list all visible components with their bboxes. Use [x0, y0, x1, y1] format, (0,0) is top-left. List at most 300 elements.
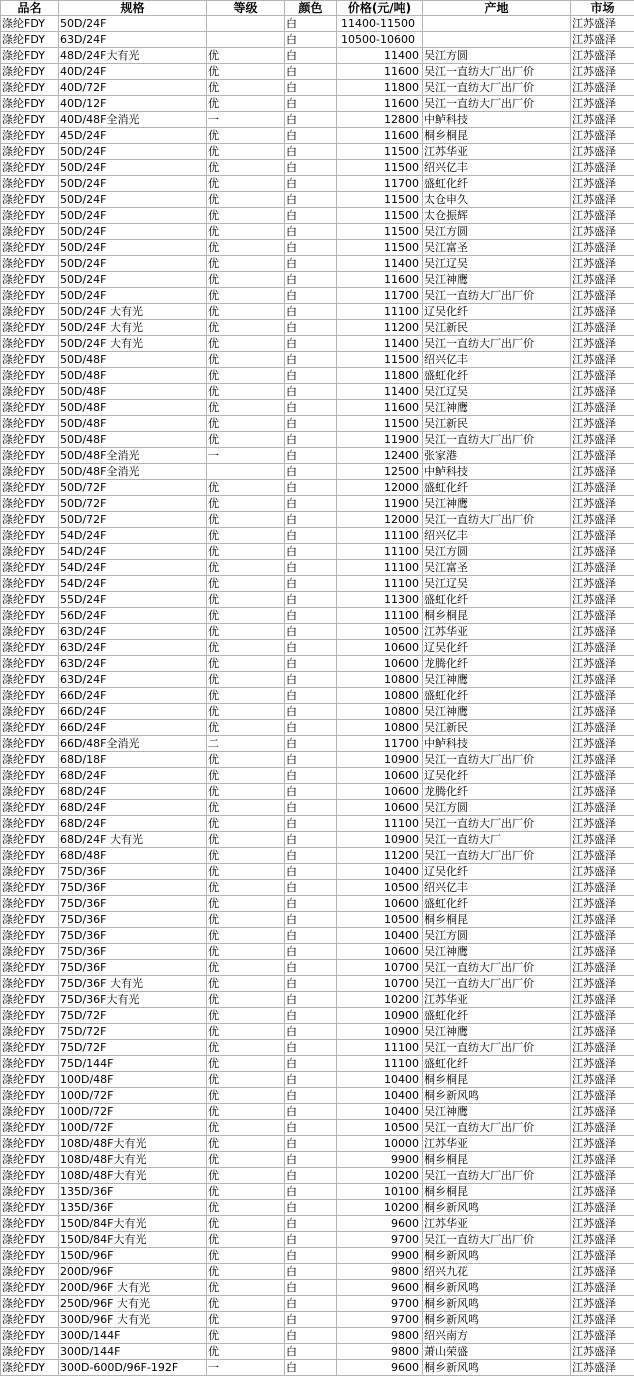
table-row [1, 1232, 634, 1248]
cell-spec: 50D/24F [59, 240, 207, 256]
cell-spec: 75D/36F [59, 928, 207, 944]
cell-product-name: 涤纶FDY [1, 464, 59, 480]
table-row [1, 256, 634, 272]
table-row [1, 1216, 634, 1232]
cell-grade: 优 [207, 1184, 285, 1200]
cell-origin: 江苏华亚 [423, 624, 571, 640]
cell-color: 白 [285, 1312, 337, 1328]
cell-color: 白 [285, 576, 337, 592]
cell-origin: 盛虹化纤 [423, 1008, 571, 1024]
cell-price: 11400 [337, 256, 423, 272]
cell-market: 江苏盛泽 [571, 656, 634, 672]
cell-origin: 绍兴亿丰 [423, 352, 571, 368]
cell-price: 11100 [337, 560, 423, 576]
cell-grade: 优 [207, 400, 285, 416]
cell-spec: 75D/144F [59, 1056, 207, 1072]
table-row [1, 1024, 634, 1040]
cell-color: 白 [285, 768, 337, 784]
cell-color: 白 [285, 144, 337, 160]
cell-origin: 吴江一直纺大厂出厂价 [423, 960, 571, 976]
cell-grade: 一 [207, 1360, 285, 1376]
cell-product-name: 涤纶FDY [1, 880, 59, 896]
table-row [1, 832, 634, 848]
cell-price: 10500 [337, 1120, 423, 1136]
cell-product-name: 涤纶FDY [1, 576, 59, 592]
cell-market: 江苏盛泽 [571, 1152, 634, 1168]
cell-price: 9900 [337, 1248, 423, 1264]
table-row [1, 624, 634, 640]
cell-product-name: 涤纶FDY [1, 1200, 59, 1216]
cell-spec: 50D/48F [59, 432, 207, 448]
cell-product-name: 涤纶FDY [1, 368, 59, 384]
cell-market: 江苏盛泽 [571, 864, 634, 880]
cell-grade: 优 [207, 80, 285, 96]
cell-grade [207, 464, 285, 480]
cell-spec: 54D/24F [59, 560, 207, 576]
cell-color: 白 [285, 784, 337, 800]
cell-spec: 75D/36F大有光 [59, 992, 207, 1008]
cell-color: 白 [285, 640, 337, 656]
table-row [1, 1088, 634, 1104]
cell-origin: 桐乡新风鸣 [423, 1200, 571, 1216]
cell-product-name: 涤纶FDY [1, 1264, 59, 1280]
cell-market: 江苏盛泽 [571, 1248, 634, 1264]
cell-price: 10500 [337, 624, 423, 640]
cell-market: 江苏盛泽 [571, 144, 634, 160]
header-market: 市场 [571, 1, 634, 16]
cell-origin: 萧山荣盛 [423, 1344, 571, 1360]
cell-product-name: 涤纶FDY [1, 1088, 59, 1104]
cell-color: 白 [285, 304, 337, 320]
cell-market: 江苏盛泽 [571, 240, 634, 256]
cell-grade: 优 [207, 480, 285, 496]
cell-origin: 吴江一直纺大厂出厂价 [423, 96, 571, 112]
cell-grade: 优 [207, 1072, 285, 1088]
cell-grade: 优 [207, 160, 285, 176]
cell-market: 江苏盛泽 [571, 352, 634, 368]
cell-spec: 50D/24F [59, 160, 207, 176]
table-row [1, 1168, 634, 1184]
cell-grade: 优 [207, 880, 285, 896]
cell-color: 白 [285, 864, 337, 880]
cell-origin: 吴江神鹰 [423, 1024, 571, 1040]
cell-spec: 100D/72F [59, 1088, 207, 1104]
table-row [1, 96, 634, 112]
cell-origin: 桐乡桐昆 [423, 1152, 571, 1168]
cell-price: 10000 [337, 1136, 423, 1152]
cell-origin: 绍兴九花 [423, 1264, 571, 1280]
cell-price: 12400 [337, 448, 423, 464]
cell-color: 白 [285, 448, 337, 464]
cell-color: 白 [285, 912, 337, 928]
cell-market: 江苏盛泽 [571, 1040, 634, 1056]
table-row [1, 1008, 634, 1024]
cell-product-name: 涤纶FDY [1, 688, 59, 704]
cell-price: 10400 [337, 1088, 423, 1104]
cell-market: 江苏盛泽 [571, 16, 634, 32]
cell-spec: 50D/24F 大有光 [59, 336, 207, 352]
cell-price: 11500 [337, 160, 423, 176]
cell-origin: 吴江一直纺大厂 [423, 832, 571, 848]
cell-spec: 200D/96F 大有光 [59, 1280, 207, 1296]
cell-price: 11600 [337, 272, 423, 288]
table-row [1, 816, 634, 832]
cell-color: 白 [285, 480, 337, 496]
cell-product-name: 涤纶FDY [1, 848, 59, 864]
cell-origin: 吴江方圆 [423, 48, 571, 64]
cell-color: 白 [285, 528, 337, 544]
table-row [1, 1120, 634, 1136]
table-row [1, 400, 634, 416]
cell-spec: 75D/72F [59, 1008, 207, 1024]
cell-price: 10200 [337, 992, 423, 1008]
cell-market: 江苏盛泽 [571, 368, 634, 384]
cell-origin: 太仓振辉 [423, 208, 571, 224]
cell-grade: 优 [207, 176, 285, 192]
table-row [1, 192, 634, 208]
cell-product-name: 涤纶FDY [1, 1168, 59, 1184]
cell-product-name: 涤纶FDY [1, 304, 59, 320]
cell-spec: 68D/24F [59, 800, 207, 816]
cell-grade: 优 [207, 432, 285, 448]
cell-product-name: 涤纶FDY [1, 864, 59, 880]
cell-origin: 太仓申久 [423, 192, 571, 208]
cell-product-name: 涤纶FDY [1, 928, 59, 944]
cell-origin: 桐乡新风鸣 [423, 1088, 571, 1104]
table-row [1, 880, 634, 896]
cell-market: 江苏盛泽 [571, 688, 634, 704]
cell-product-name: 涤纶FDY [1, 1136, 59, 1152]
cell-price: 9600 [337, 1360, 423, 1376]
cell-product-name: 涤纶FDY [1, 656, 59, 672]
cell-color: 白 [285, 736, 337, 752]
cell-product-name: 涤纶FDY [1, 1072, 59, 1088]
cell-spec: 300D/144F [59, 1344, 207, 1360]
cell-grade: 优 [207, 816, 285, 832]
cell-product-name: 涤纶FDY [1, 32, 59, 48]
cell-grade: 优 [207, 304, 285, 320]
cell-product-name: 涤纶FDY [1, 640, 59, 656]
cell-price: 10800 [337, 688, 423, 704]
cell-color: 白 [285, 496, 337, 512]
cell-market: 江苏盛泽 [571, 32, 634, 48]
cell-grade: 优 [207, 768, 285, 784]
cell-spec: 54D/24F [59, 528, 207, 544]
cell-price: 10600 [337, 896, 423, 912]
cell-origin: 吴江神鹰 [423, 272, 571, 288]
cell-market: 江苏盛泽 [571, 336, 634, 352]
cell-product-name: 涤纶FDY [1, 320, 59, 336]
cell-grade: 优 [207, 144, 285, 160]
cell-product-name: 涤纶FDY [1, 144, 59, 160]
cell-market: 江苏盛泽 [571, 1232, 634, 1248]
cell-spec: 200D/96F [59, 1264, 207, 1280]
cell-market: 江苏盛泽 [571, 96, 634, 112]
cell-color: 白 [285, 1328, 337, 1344]
cell-color: 白 [285, 1232, 337, 1248]
cell-origin: 盛虹化纤 [423, 592, 571, 608]
cell-grade: 优 [207, 1056, 285, 1072]
cell-color: 白 [285, 960, 337, 976]
cell-product-name: 涤纶FDY [1, 944, 59, 960]
cell-color: 白 [285, 80, 337, 96]
cell-spec: 150D/84F大有光 [59, 1232, 207, 1248]
cell-product-name: 涤纶FDY [1, 912, 59, 928]
cell-product-name: 涤纶FDY [1, 416, 59, 432]
cell-product-name: 涤纶FDY [1, 1040, 59, 1056]
cell-product-name: 涤纶FDY [1, 240, 59, 256]
cell-product-name: 涤纶FDY [1, 1024, 59, 1040]
cell-market: 江苏盛泽 [571, 800, 634, 816]
cell-spec: 50D/24F [59, 192, 207, 208]
table-row [1, 560, 634, 576]
cell-origin: 桐乡桐昆 [423, 128, 571, 144]
cell-color: 白 [285, 896, 337, 912]
cell-origin: 吴江一直纺大厂出厂价 [423, 80, 571, 96]
cell-price: 11400-11500 [337, 16, 423, 32]
cell-market: 江苏盛泽 [571, 784, 634, 800]
cell-spec: 50D/24F [59, 272, 207, 288]
cell-price: 10800 [337, 672, 423, 688]
table-row [1, 112, 634, 128]
cell-market: 江苏盛泽 [571, 960, 634, 976]
cell-market: 江苏盛泽 [571, 400, 634, 416]
cell-product-name: 涤纶FDY [1, 176, 59, 192]
cell-spec: 50D/24F [59, 144, 207, 160]
cell-origin: 桐乡新风鸣 [423, 1296, 571, 1312]
table-row [1, 416, 634, 432]
cell-product-name: 涤纶FDY [1, 1056, 59, 1072]
cell-grade: 优 [207, 928, 285, 944]
cell-product-name: 涤纶FDY [1, 768, 59, 784]
cell-product-name: 涤纶FDY [1, 1152, 59, 1168]
cell-spec: 100D/48F [59, 1072, 207, 1088]
cell-color: 白 [285, 240, 337, 256]
cell-product-name: 涤纶FDY [1, 16, 59, 32]
cell-origin: 吴江神鹰 [423, 1104, 571, 1120]
cell-grade: 优 [207, 960, 285, 976]
cell-origin: 吴江辽吴 [423, 576, 571, 592]
table-row [1, 1248, 634, 1264]
cell-market: 江苏盛泽 [571, 608, 634, 624]
cell-spec: 75D/36F [59, 944, 207, 960]
cell-color: 白 [285, 64, 337, 80]
cell-grade: 优 [207, 608, 285, 624]
table-row [1, 1152, 634, 1168]
cell-spec: 66D/48F全消光 [59, 736, 207, 752]
cell-product-name: 涤纶FDY [1, 1104, 59, 1120]
cell-color: 白 [285, 272, 337, 288]
cell-spec: 50D/24F [59, 208, 207, 224]
cell-price: 11600 [337, 128, 423, 144]
cell-grade: 二 [207, 736, 285, 752]
cell-spec: 66D/24F [59, 720, 207, 736]
cell-market: 江苏盛泽 [571, 448, 634, 464]
cell-color: 白 [285, 32, 337, 48]
cell-product-name: 涤纶FDY [1, 352, 59, 368]
cell-market: 江苏盛泽 [571, 672, 634, 688]
cell-market: 江苏盛泽 [571, 1280, 634, 1296]
table-row [1, 992, 634, 1008]
cell-color: 白 [285, 1216, 337, 1232]
cell-product-name: 涤纶FDY [1, 528, 59, 544]
cell-price: 9700 [337, 1232, 423, 1248]
cell-origin: 吴江一直纺大厂出厂价 [423, 976, 571, 992]
cell-spec: 68D/24F [59, 816, 207, 832]
cell-color: 白 [285, 544, 337, 560]
cell-product-name: 涤纶FDY [1, 720, 59, 736]
cell-grade: 优 [207, 96, 285, 112]
cell-grade: 优 [207, 1136, 285, 1152]
cell-price: 10600 [337, 656, 423, 672]
cell-color: 白 [285, 592, 337, 608]
cell-origin: 吴江神鹰 [423, 704, 571, 720]
table-row [1, 960, 634, 976]
cell-market: 江苏盛泽 [571, 128, 634, 144]
cell-market: 江苏盛泽 [571, 80, 634, 96]
cell-price: 10200 [337, 1168, 423, 1184]
cell-color: 白 [285, 16, 337, 32]
cell-spec: 75D/72F [59, 1024, 207, 1040]
table-row [1, 656, 634, 672]
cell-product-name: 涤纶FDY [1, 160, 59, 176]
header-row [1, 1, 634, 16]
cell-spec: 63D/24F [59, 624, 207, 640]
cell-market: 江苏盛泽 [571, 432, 634, 448]
cell-spec: 135D/36F [59, 1184, 207, 1200]
cell-price: 11500 [337, 192, 423, 208]
cell-price: 10800 [337, 704, 423, 720]
cell-market: 江苏盛泽 [571, 640, 634, 656]
cell-color: 白 [285, 464, 337, 480]
cell-grade: 一 [207, 112, 285, 128]
cell-grade: 优 [207, 1216, 285, 1232]
cell-color: 白 [285, 48, 337, 64]
table-row [1, 864, 634, 880]
table-row [1, 848, 634, 864]
cell-color: 白 [285, 976, 337, 992]
cell-price: 10600 [337, 944, 423, 960]
cell-grade: 一 [207, 448, 285, 464]
cell-price: 11700 [337, 288, 423, 304]
table-row [1, 1328, 634, 1344]
cell-market: 江苏盛泽 [571, 880, 634, 896]
cell-product-name: 涤纶FDY [1, 1344, 59, 1360]
cell-color: 白 [285, 1152, 337, 1168]
cell-product-name: 涤纶FDY [1, 1216, 59, 1232]
table-row [1, 384, 634, 400]
cell-color: 白 [285, 128, 337, 144]
cell-grade: 优 [207, 272, 285, 288]
cell-product-name: 涤纶FDY [1, 816, 59, 832]
cell-origin: 绍兴亿丰 [423, 528, 571, 544]
cell-grade: 优 [207, 672, 285, 688]
cell-color: 白 [285, 176, 337, 192]
cell-origin: 辽吴化纤 [423, 640, 571, 656]
cell-origin: 吴江一直纺大厂出厂价 [423, 288, 571, 304]
cell-price: 10200 [337, 1200, 423, 1216]
cell-color: 白 [285, 256, 337, 272]
cell-market: 江苏盛泽 [571, 1168, 634, 1184]
cell-grade: 优 [207, 48, 285, 64]
cell-color: 白 [285, 160, 337, 176]
cell-market: 江苏盛泽 [571, 928, 634, 944]
cell-product-name: 涤纶FDY [1, 208, 59, 224]
cell-spec: 250D/96F 大有光 [59, 1296, 207, 1312]
cell-price: 10600 [337, 784, 423, 800]
table-row [1, 1360, 634, 1376]
table-row [1, 1056, 634, 1072]
cell-market: 江苏盛泽 [571, 320, 634, 336]
cell-price: 10800 [337, 720, 423, 736]
cell-grade: 优 [207, 1248, 285, 1264]
cell-spec: 66D/24F [59, 704, 207, 720]
cell-spec: 40D/12F [59, 96, 207, 112]
cell-price: 11100 [337, 1040, 423, 1056]
table-row [1, 352, 634, 368]
cell-grade: 优 [207, 1344, 285, 1360]
cell-product-name: 涤纶FDY [1, 704, 59, 720]
cell-market: 江苏盛泽 [571, 1024, 634, 1040]
cell-color: 白 [285, 720, 337, 736]
cell-spec: 54D/24F [59, 544, 207, 560]
cell-spec: 50D/24F [59, 176, 207, 192]
table-row [1, 128, 634, 144]
cell-spec: 75D/36F [59, 960, 207, 976]
cell-price: 11600 [337, 64, 423, 80]
cell-grade: 优 [207, 1168, 285, 1184]
cell-price: 9800 [337, 1264, 423, 1280]
cell-origin: 吴江方圆 [423, 928, 571, 944]
cell-market: 江苏盛泽 [571, 1344, 634, 1360]
cell-grade: 优 [207, 128, 285, 144]
cell-color: 白 [285, 944, 337, 960]
cell-market: 江苏盛泽 [571, 896, 634, 912]
cell-spec: 50D/24F [59, 16, 207, 32]
cell-grade: 优 [207, 864, 285, 880]
cell-origin: 盛虹化纤 [423, 896, 571, 912]
cell-price: 9900 [337, 1152, 423, 1168]
cell-product-name: 涤纶FDY [1, 592, 59, 608]
cell-color: 白 [285, 832, 337, 848]
cell-color: 白 [285, 1136, 337, 1152]
cell-price: 12000 [337, 512, 423, 528]
cell-origin: 吴江方圆 [423, 800, 571, 816]
cell-price: 11700 [337, 736, 423, 752]
cell-grade: 优 [207, 1280, 285, 1296]
cell-origin: 吴江一直纺大厂出厂价 [423, 1040, 571, 1056]
cell-product-name: 涤纶FDY [1, 608, 59, 624]
cell-color: 白 [285, 624, 337, 640]
cell-market: 江苏盛泽 [571, 752, 634, 768]
cell-grade: 优 [207, 288, 285, 304]
cell-product-name: 涤纶FDY [1, 784, 59, 800]
cell-market: 江苏盛泽 [571, 976, 634, 992]
cell-grade: 优 [207, 496, 285, 512]
cell-grade: 优 [207, 320, 285, 336]
cell-product-name: 涤纶FDY [1, 496, 59, 512]
cell-product-name: 涤纶FDY [1, 512, 59, 528]
cell-origin: 张家港 [423, 448, 571, 464]
cell-origin [423, 32, 571, 48]
cell-origin: 龙腾化纤 [423, 784, 571, 800]
cell-spec: 50D/72F [59, 512, 207, 528]
cell-grade: 优 [207, 192, 285, 208]
cell-market: 江苏盛泽 [571, 624, 634, 640]
cell-color: 白 [285, 1184, 337, 1200]
cell-grade: 优 [207, 384, 285, 400]
cell-grade: 优 [207, 624, 285, 640]
